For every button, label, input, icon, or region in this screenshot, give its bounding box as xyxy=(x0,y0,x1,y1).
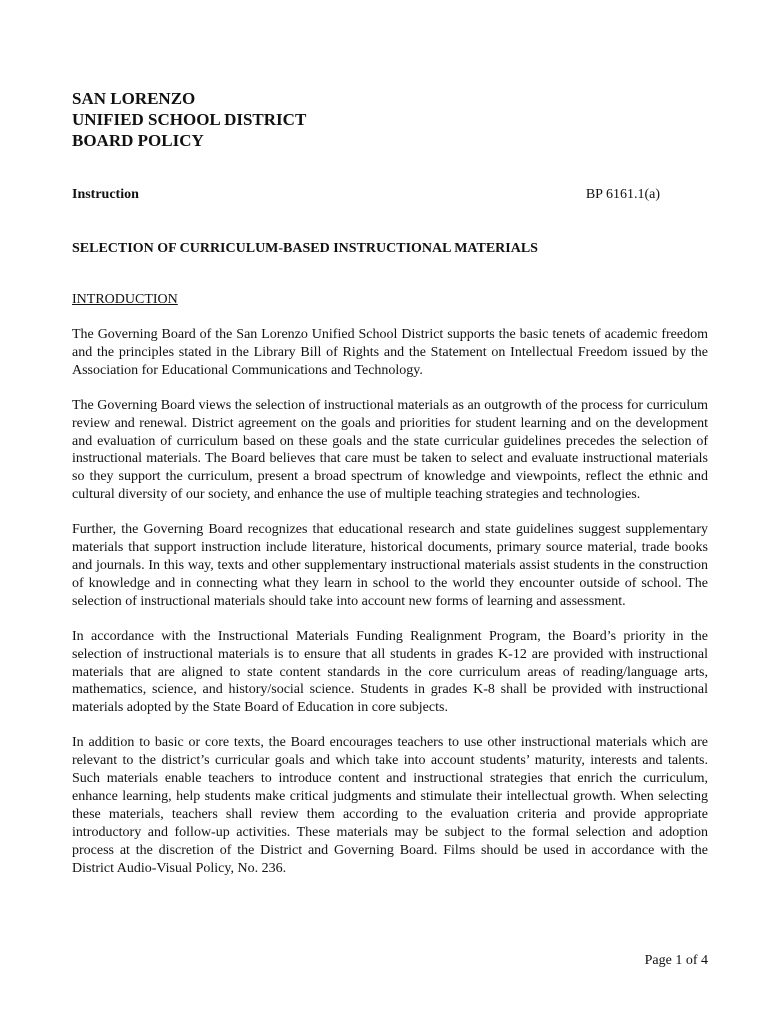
district-name-line2: UNIFIED SCHOOL DISTRICT xyxy=(72,110,307,129)
section-label: Instruction xyxy=(72,187,139,202)
district-name-line1: SAN LORENZO xyxy=(72,89,196,108)
paragraph: The Governing Board of the San Lorenzo Unified School District supports the basic tenets of academic freedom and the principles stated in the Library Bill of Rights and the Statement on Intellectual Freedom issued by the Association for Educational Communications and Technology. xyxy=(72,327,708,378)
policy-header xyxy=(72,88,306,151)
paragraph: In accordance with the Instructional Materials Funding Realignment Program, the Board’s priority in the selection of instructional materials is to ensure that all students in grades K-12 are provided with instructional materials that are aligned to state content standards in the core curriculum areas of reading/language arts, mathematics, science, and history/social science. Students in grades K-8 shall be provided with instructional materials adopted by the State Board of Education in core subjects. xyxy=(72,628,708,716)
document-type: BOARD POLICY xyxy=(72,131,204,150)
introduction-heading: INTRODUCTION xyxy=(72,292,178,307)
document-title: SELECTION OF CURRICULUM-BASED INSTRUCTIONAL MATERIALS xyxy=(72,241,538,256)
paragraph: In addition to basic or core texts, the Board encourages teachers to use other instructional materials which are relevant to the district’s curricular goals and which take into account students’ maturity, interests and talents. Such materials enable teachers to introduce content and instructional strategies that enrich the curriculum, enhance learning, help students make critical judgments and stimulate their intellectual growth. When selecting these materials, teachers shall review them according to the evaluation criteria and provide appropriate introductory and follow-up activities. These materials may be subject to the formal selection and adoption process at the discretion of the District and Governing Board. Films should be used in accordance with the District Audio-Visual Policy, No. 236. xyxy=(72,735,708,876)
page-number: Page 1 of 4 xyxy=(644,953,708,968)
body-text xyxy=(72,326,708,877)
paragraph: The Governing Board views the selection of instructional materials as an outgrowth of the process for curriculum review and renewal. District agreement on the goals and priorities for student learning and on the development and evaluation of curriculum based on these goals and the state curricular guidelines precedes the selection of instructional materials. The Board believes that care must be taken to select and evaluate instructional materials so they support the curriculum, present a broad spectrum of knowledge and viewpoints, reflect the ethnic and cultural diversity of our society, and enhance the use of multiple teaching strategies and technologies. xyxy=(72,397,708,503)
policy-code: BP 6161.1(a) xyxy=(585,187,660,202)
paragraph: Further, the Governing Board recognizes that educational research and state guidelines suggest supplementary materials that support instruction include literature, historical documents, primary source material, trade books and journals. In this way, texts and other supplementary instructional materials assist students in the construction of knowledge and in connecting what they learn in school to the world they encounter outside of school. The selection of instructional materials should take into account new forms of learning and assessment. xyxy=(72,522,708,609)
